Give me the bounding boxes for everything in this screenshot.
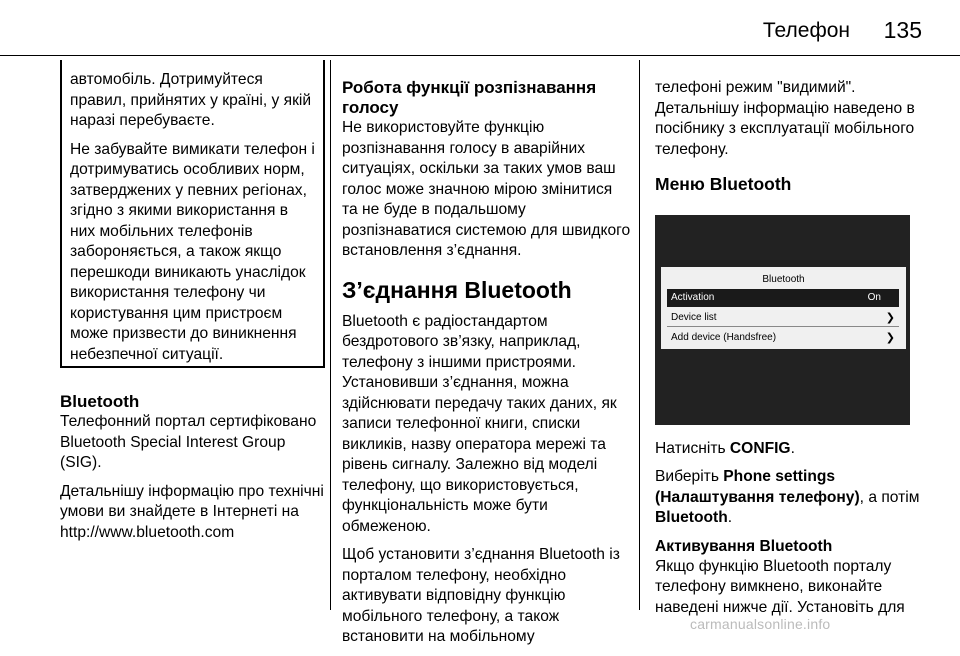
- bluetooth-menu-screenshot: [655, 215, 910, 425]
- section-heading: Bluetooth: [60, 392, 140, 411]
- section-heading: Меню Bluetooth: [655, 174, 792, 194]
- chevron-right-icon: ❯: [885, 311, 895, 324]
- warning-box: [60, 60, 325, 368]
- column-1: [60, 60, 325, 551]
- warning-text: автомобіль. Дотримуйтеся правил, прийнятих у країні, у якій наразі перебуваєте.: [70, 71, 312, 129]
- menu-name: Phone settings (Налаштування телефону): [655, 468, 860, 506]
- menu-item-device-list: [667, 309, 899, 327]
- column-2: [342, 78, 632, 656]
- menu-item-value: On: [867, 291, 881, 303]
- page-header: [0, 0, 960, 50]
- subsection-heading: Активування Bluetooth: [655, 537, 833, 555]
- screen-title: Bluetooth: [762, 273, 805, 285]
- menu-item-label: Device list: [671, 311, 717, 323]
- paragraph: Детальнішу інформацію про технічні умови ви знайдете в Інтернеті на http://www.bluetooth.com: [60, 482, 324, 541]
- header-title: Телефон: [762, 19, 850, 42]
- header-rule: [0, 55, 960, 56]
- page-number: 135: [883, 17, 922, 43]
- paragraph: Якщо функцію Bluetooth порталу телефону вимкнено, виконайте наведені нижче дії. Установіть для: [655, 557, 905, 616]
- column-divider: [639, 60, 640, 610]
- column-3: [655, 78, 925, 626]
- screen-panel: [661, 267, 906, 349]
- section-heading: Робота функції розпізнавання голосу: [342, 78, 597, 117]
- chevron-right-icon: ❯: [885, 331, 895, 344]
- paragraph: Телефонний портал сертифіковано Bluetooth Special Interest Group (SIG).: [60, 413, 317, 471]
- paragraph: Натисніть CONFIG.: [655, 439, 795, 457]
- paragraph: телефоні режим "видимий". Детальнішу інформацію наведено в посібнику з експлуатації мобільного телефону.: [655, 79, 915, 158]
- menu-item-label: Add device (Handsfree): [671, 331, 777, 343]
- key-name: CONFIG: [729, 439, 791, 457]
- column-divider: [330, 60, 331, 610]
- paragraph: Bluetooth є радіостандартом бездротового зв’язку, наприклад, телефону з іншими пристроями. Установивши з’єднання, можна здійснювати передачу таких даних, як записи телефонної книги, списки викликів, назву оператора мережі та рівень сигналу. Залежно від моделі телефону, що використовується, функціональність може бути обмеженою.: [342, 312, 617, 535]
- paragraph: Щоб установити з’єднання Bluetooth із порталом телефону, необхідно активувати відповідну функцію мобільного телефону, а також встановити на мобільному: [342, 546, 620, 645]
- menu-item-activation: [667, 289, 899, 307]
- paragraph: Виберіть Phone settings (Налаштування телефону), а потім Bluetooth.: [655, 468, 920, 526]
- watermark: carmanualsonline.info: [690, 616, 831, 632]
- paragraph: Не використовуйте функцію розпізнавання голосу в аварійних ситуаціях, оскільки за таких умов ваш голос може значною мірою змінитися та не буде в подальшому розпізнаватися системою для швидкого встановлення з’єднання.: [342, 119, 631, 259]
- menu-name: Bluetooth: [655, 509, 728, 526]
- menu-item-label: Activation: [671, 291, 715, 303]
- warning-text: Не забувайте вимикати телефон і дотримуватись особливих норм, затверджених у певних регіонах, згідно з якими використання в них мобільних телефонів забороняється, а також якщо перешкоди виникають унаслідок використання телефону чи користування цим пристроєм може призвести до виникнення небезпечної ситуації.: [70, 140, 315, 363]
- section-heading: З’єднання Bluetooth: [342, 276, 572, 303]
- menu-item-add-device: [667, 329, 899, 347]
